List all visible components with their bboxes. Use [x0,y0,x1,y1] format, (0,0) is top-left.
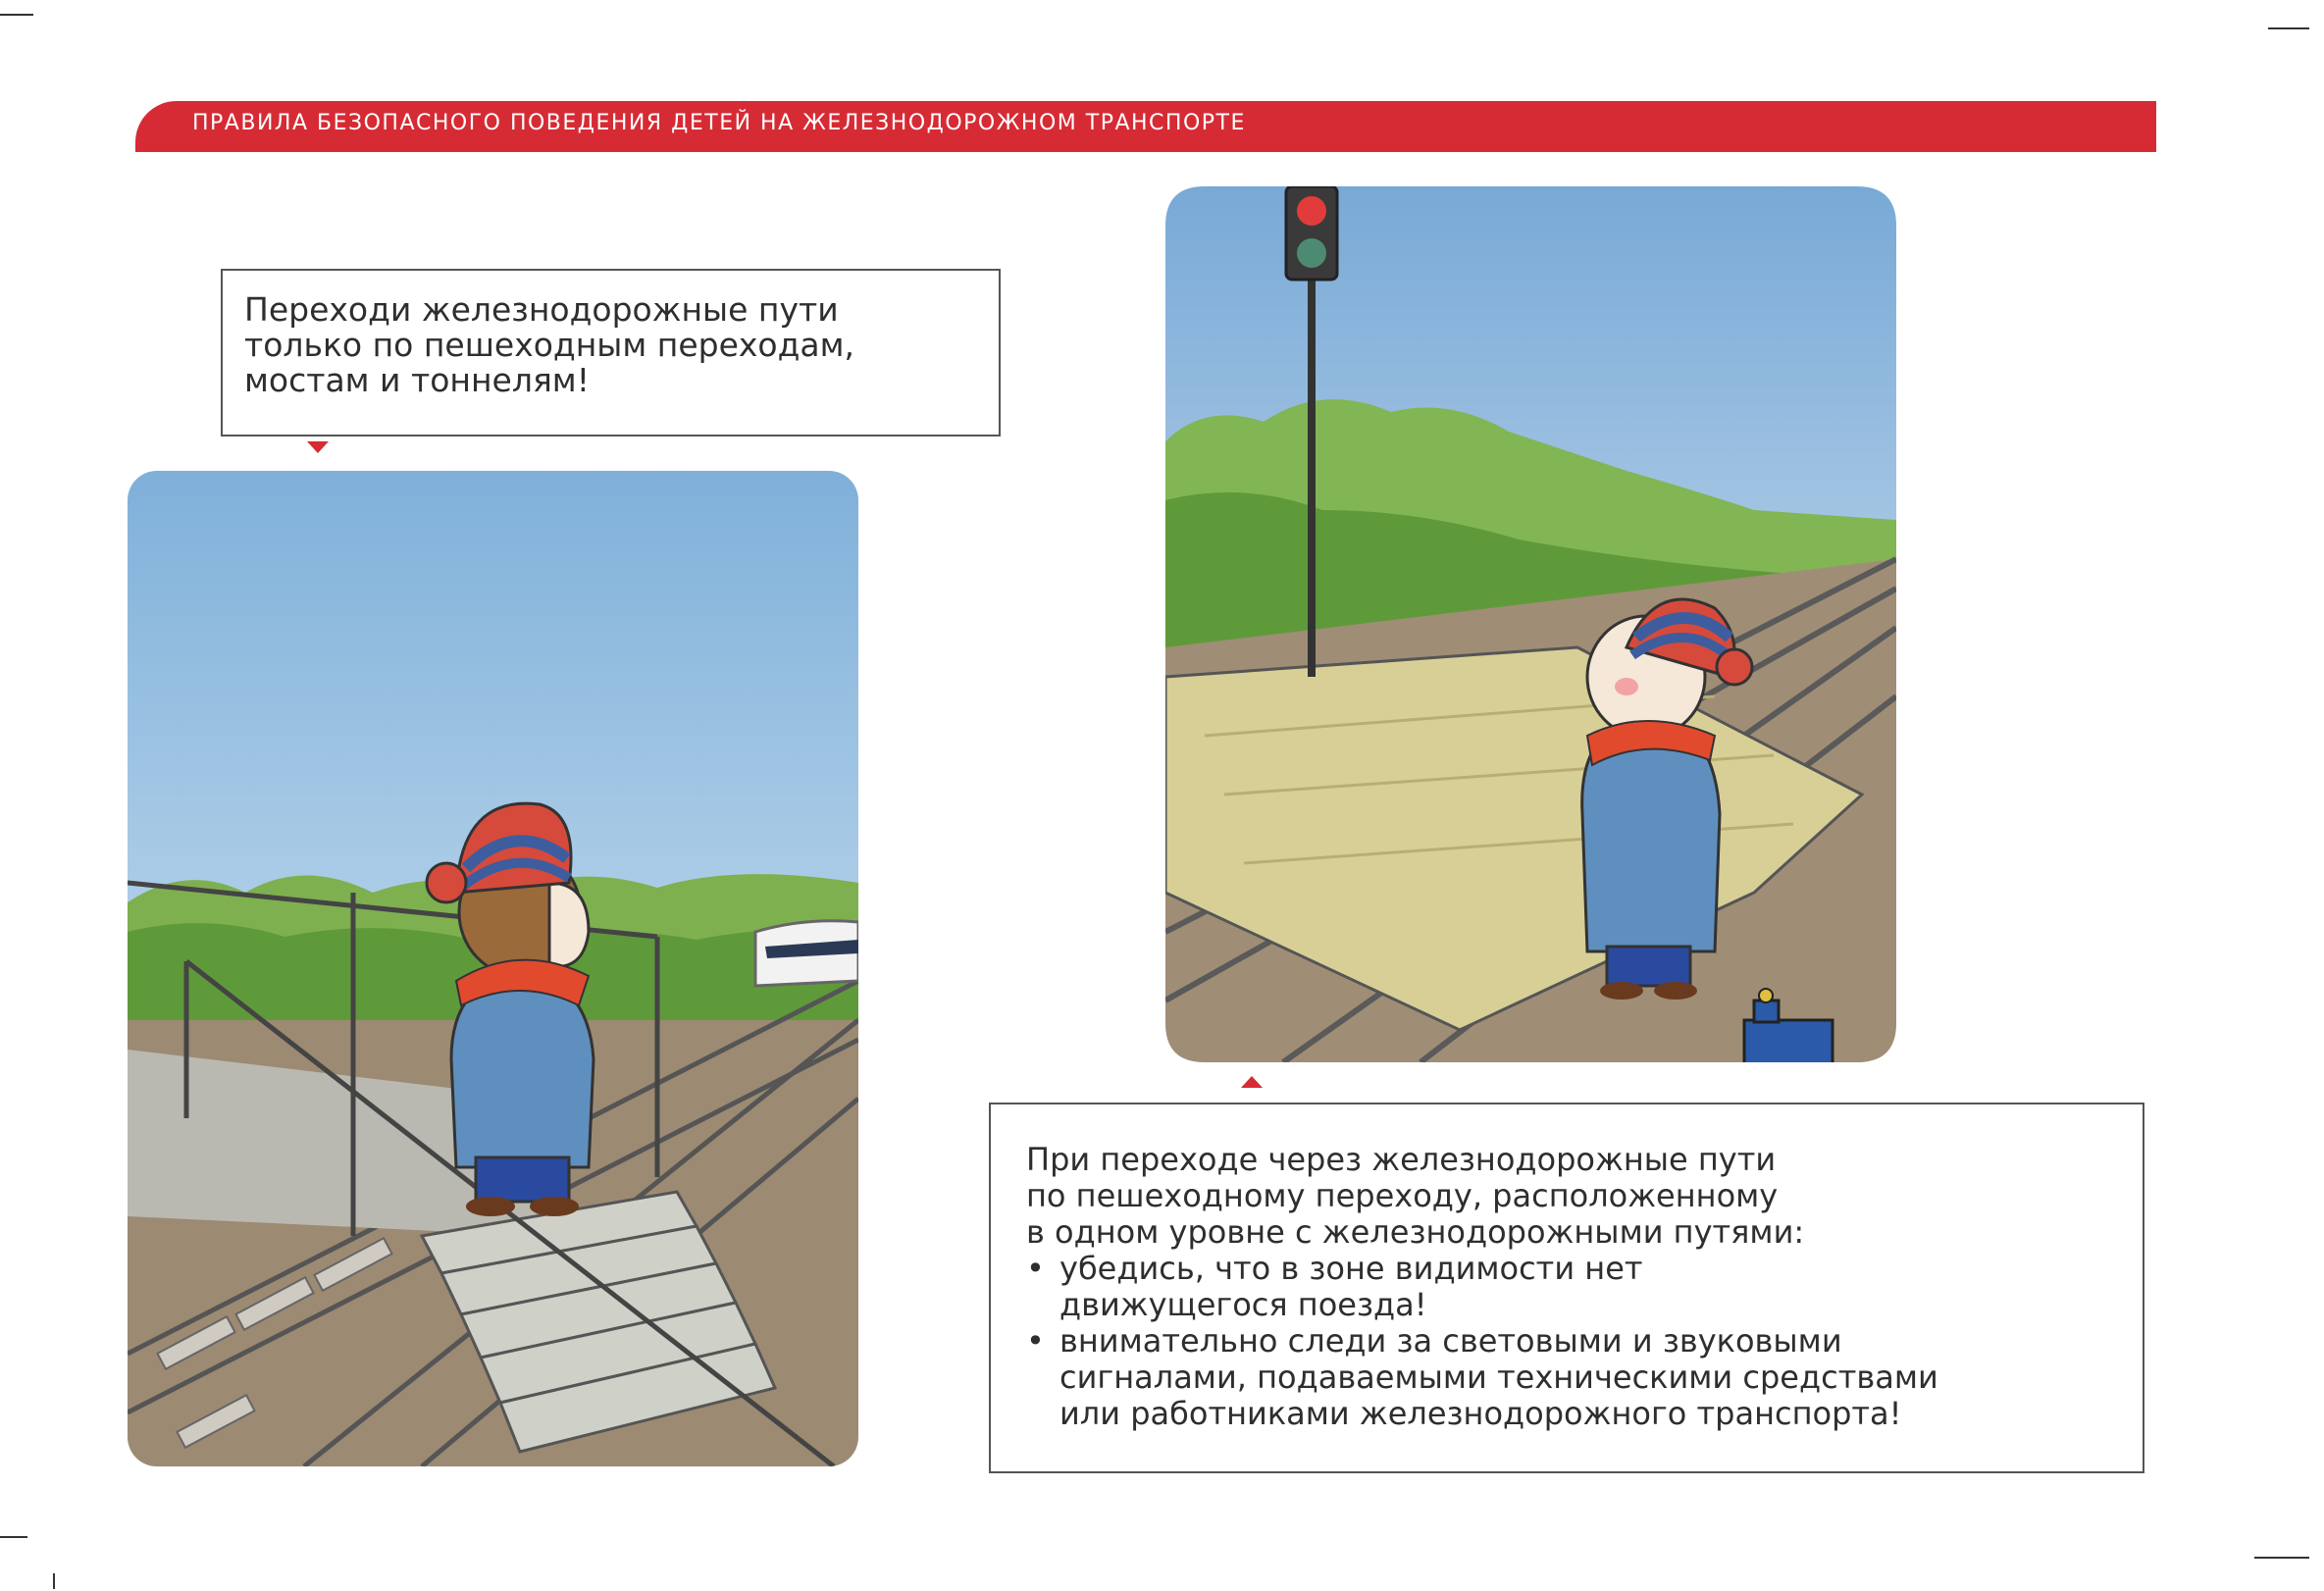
bullet-dot: • [1026,1250,1045,1287]
bullet-item [1026,1251,2143,1287]
crop-mark [0,1536,27,1538]
crop-mark [0,14,33,16]
header-banner [135,101,2156,152]
callout-intro-line: При переходе через железнодорожные пути [1026,1141,1777,1178]
callout-pedestrian-crossings [221,269,1001,436]
footbridge-illustration [128,471,858,1466]
crop-mark [2254,1557,2309,1559]
bullet-dot: • [1026,1322,1045,1360]
callout-pointer-up [1241,1076,1263,1088]
crop-mark [53,1573,55,1589]
crop-mark [2268,27,2309,29]
bullet-line: внимательно следи за световыми и звуковыми [1059,1322,1842,1360]
callout-intro-line: в одном уровне с железнодорожными путями: [1026,1213,1805,1251]
header-title: ПРАВИЛА БЕЗОПАСНОГО ПОВЕДЕНИЯ ДЕТЕЙ НА ЖЕЛЕЗНОДОРОЖНОМ ТРАНСПОРТЕ [192,111,1246,135]
bullet-item [1026,1323,2143,1360]
callout-level-crossing-rules [989,1103,2144,1473]
bullet-line: сигналами, подаваемыми техническими средствами [1059,1359,1938,1396]
callout-line: мостам и тоннелям! [244,361,590,399]
callout-line: Переходи железнодорожные пути [244,290,839,329]
callout-pointer-down [307,441,329,453]
callout-intro-line: по пешеходному переходу, расположенному [1026,1177,1779,1214]
bullet-line: убедись, что в зоне видимости нет [1059,1250,1643,1287]
bullet-line: движущегося поезда! [1059,1286,1427,1323]
level-crossing-illustration [1165,186,1896,1062]
bullet-line: или работниками железнодорожного транспорта! [1059,1395,1902,1432]
callout-line: только по пешеходным переходам, [244,326,855,364]
